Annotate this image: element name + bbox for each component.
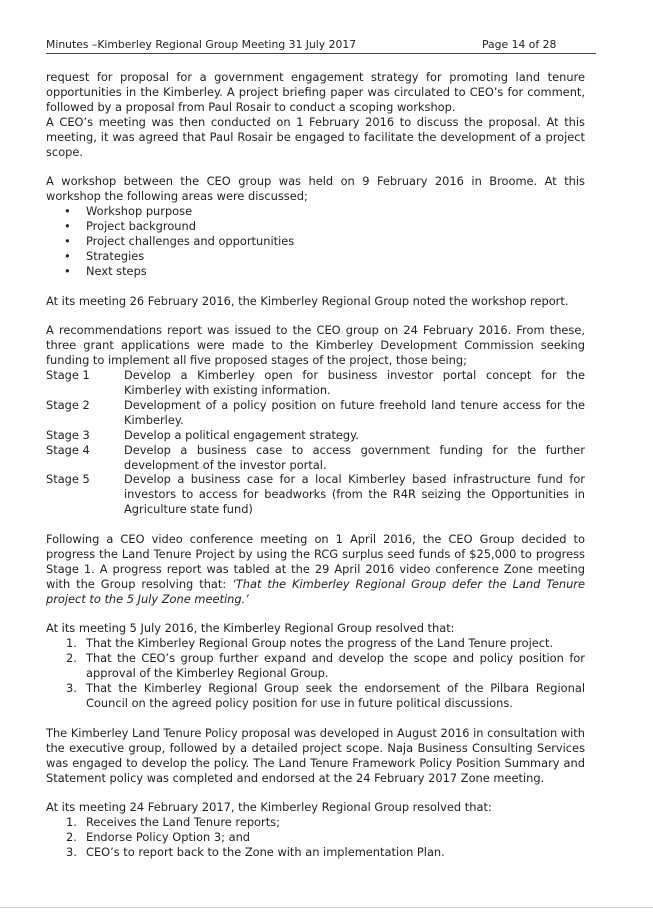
list-item: • Project challenges and opportunities	[46, 234, 585, 249]
july-resolutions-list	[46, 636, 585, 711]
page-header	[46, 36, 596, 54]
paragraph-video-conference	[46, 532, 585, 607]
paragraph-february-meeting: At its meeting 24 February 2017, the Kimberley Regional Group resolved that:	[46, 800, 492, 815]
list-item	[46, 651, 585, 681]
list-item: • Next steps	[46, 264, 585, 279]
header-title: Minutes –Kimberley Regional Group Meeting 31 July 2017	[46, 38, 357, 51]
list-item: • Project background	[46, 219, 585, 234]
list-item	[46, 845, 585, 860]
paragraph-recommendations: A recommendations report was issued to the CEO group on 24 February 2016. From these, three grant applications were made to the Kimberley Development Commission seeking funding to implement all five proposed stages of the project, those being;	[46, 323, 585, 368]
stage-row	[46, 472, 585, 517]
paragraph-policy-proposal: The Kimberley Land Tenure Policy proposal was developed in August 2016 in consultation with the executive group, followed by a detailed project scope. Naja Business Consulting Services was engaged to develop the policy. The Land Tenure Framework Policy Position Summary and Statement policy was completed and endorsed at the 24 February 2017 Zone meeting.	[46, 725, 585, 785]
stage-text: Develop a political engagement strategy.	[124, 427, 359, 442]
stage-text: Develop a business case to access government funding for the further development of the investor portal.	[124, 442, 585, 472]
page-number: Page 14 of 28	[482, 38, 557, 51]
stage-row	[46, 428, 585, 443]
list-item: • Workshop purpose	[46, 204, 585, 219]
item-text: Receives the Land Tenure reports;	[86, 815, 280, 830]
item-text: That the CEO’s group further expand and develop the scope and policy position for approval of the Kimberley Regional Group.	[86, 651, 585, 681]
page-bottom-divider	[0, 907, 653, 908]
paragraph-july-meeting: At its meeting 5 July 2016, the Kimberley Regional Group resolved that:	[46, 621, 455, 636]
stage-label: Stage 4	[46, 442, 90, 457]
february-resolutions-list	[46, 815, 585, 860]
stages-list	[46, 368, 585, 517]
list-item	[46, 636, 585, 651]
list-item: • Strategies	[46, 249, 585, 264]
paragraph-workshop: A workshop between the CEO group was held on 9 February 2016 in Broome. At this workshop the following areas were discussed;	[46, 174, 585, 204]
paragraph-workshop-report: At its meeting 26 February 2016, the Kimberley Regional Group noted the workshop report.	[46, 293, 569, 308]
item-text: CEO’s to report back to the Zone with an implementation Plan.	[86, 845, 445, 860]
stage-label: Stage 1	[46, 368, 90, 383]
paragraph-request-for-proposal: request for proposal for a government engagement strategy for promoting land tenure opportunities in the Kimberley. A project briefing paper was circulated to CEO’s for comment, followed by a proposal from Paul Rosair to conduct a scoping workshop.	[46, 70, 585, 114]
stage-row	[46, 443, 585, 473]
stage-label: Stage 5	[46, 472, 90, 487]
list-item	[46, 681, 585, 711]
item-text: That the Kimberley Regional Group notes the progress of the Land Tenure project.	[86, 636, 554, 651]
list-item	[46, 815, 585, 830]
item-number: 2.	[66, 651, 77, 666]
item-number: 3.	[66, 681, 77, 696]
item-text: That the Kimberley Regional Group seek the endorsement of the Pilbara Regional Council on the agreed policy position for use in future political discussions.	[86, 681, 585, 710]
workshop-items-list	[46, 204, 585, 279]
stage-row	[46, 368, 585, 398]
stage-text: Develop a Kimberley open for business investor portal concept for the Kimberley with existing information.	[124, 368, 585, 397]
item-text: Endorse Policy Option 3; and	[86, 830, 251, 845]
item-number: 1.	[66, 636, 77, 651]
item-number: 2.	[66, 830, 77, 845]
paragraph-ceo-meeting: A CEO’s meeting was then conducted on 1 February 2016 to discuss the proposal. At this meeting, it was agreed that Paul Rosair be engaged to facilitate the development of a project scope.	[46, 114, 585, 159]
stage-text: Development of a policy position on future freehold land tenure access for the Kimberley.	[124, 397, 585, 427]
stage-label: Stage 3	[46, 427, 90, 442]
list-item	[46, 830, 585, 845]
document-body	[46, 70, 585, 860]
stage-label: Stage 2	[46, 397, 90, 412]
resolution-quote: ‘That the Kimberley Regional Group defer the Land Tenure project to the 5 July Zone meeting.’	[46, 576, 585, 606]
item-number: 3.	[66, 845, 77, 860]
stage-row	[46, 398, 585, 428]
stage-text: Develop a business case for a local Kimberley based infrastructure fund for investors to access for beadworks (from the R4R seizing the Opportunities in Agriculture state fund)	[124, 472, 585, 517]
item-number: 1.	[66, 815, 77, 830]
video-conference-text: Following a CEO video conference meeting on 1 April 2016, the CEO Group decided to progress the Land Tenure Project by using the RCG surplus seed funds of $25,000 to progress Stage 1. A progress report was tabled at the 29 April 2016 video conference Zone meeting with the Group resolving that:	[46, 532, 585, 591]
